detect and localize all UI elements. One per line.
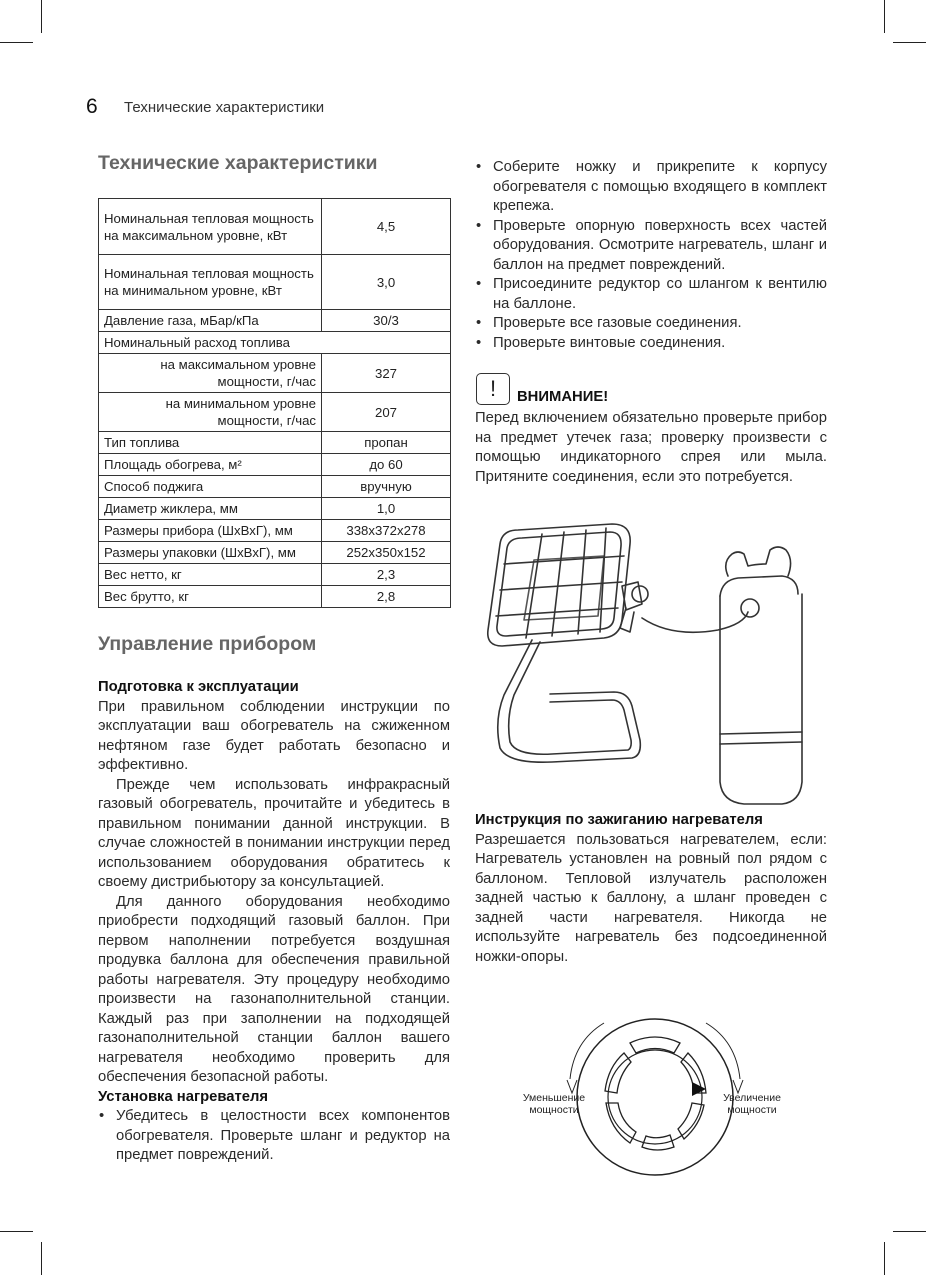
play-arrow-icon bbox=[692, 1082, 706, 1096]
table-row bbox=[99, 393, 451, 432]
spec-label: на минимальном уровне мощности, г/час bbox=[99, 393, 322, 432]
heater-illustration bbox=[482, 520, 822, 810]
right-column-bullets bbox=[475, 158, 827, 353]
spec-label: Размеры прибора (ШхВхГ), мм bbox=[99, 520, 322, 542]
spec-value: 3,0 bbox=[322, 255, 451, 310]
spec-label: Размеры упаковки (ШхВхГ), мм bbox=[99, 542, 322, 564]
prep-paragraph-3: Для данного оборудования необходимо приобрести подходящий газовый баллон. При первом наполнении потребуется воздушная продувка баллона для обеспечения правильной работы нагревателя. Эту процедуру необходимо произвести на газонаполнительной станции. Каждый раз при заполнении на подходящей газонаполнительной станции баллон вашего нагревателя необходимо проверить для обеспечения безопасной работы. bbox=[98, 893, 450, 1085]
list-item: • Проверьте опорную поверхность всех частей оборудования. Осмотрите нагреватель, шланг и баллон на предмет повреждений. bbox=[475, 217, 827, 276]
install-list bbox=[98, 1107, 450, 1166]
table-row bbox=[99, 354, 451, 393]
list-item: • Проверьте все газовые соединения. bbox=[475, 314, 827, 334]
spec-value: 1,0 bbox=[322, 498, 451, 520]
install-steps-list bbox=[475, 158, 827, 353]
list-item: • Проверьте винтовые соединения. bbox=[475, 334, 827, 354]
specs-title: Технические характеристики bbox=[98, 152, 378, 174]
spec-value: вручную bbox=[322, 476, 451, 498]
spec-value: до 60 bbox=[322, 454, 451, 476]
prep-paragraph-1: При правильном соблюдении инструкции по эксплуатации ваш обогреватель на сжиженном нефтяном газе будет работать безопасно и эффективно. bbox=[98, 698, 450, 773]
dial-label-decrease: Уменьшение мощности bbox=[522, 1092, 586, 1116]
table-row bbox=[99, 498, 451, 520]
spec-value: 338x372x278 bbox=[322, 520, 451, 542]
spec-value: 30/3 bbox=[322, 310, 451, 332]
spec-label: Номинальная тепловая мощность на максимальном уровне, кВт bbox=[99, 199, 322, 255]
table-row bbox=[99, 332, 451, 354]
spec-group-label: Номинальный расход топлива bbox=[99, 332, 451, 354]
spec-label: Способ поджига bbox=[99, 476, 322, 498]
crop-mark bbox=[893, 1231, 926, 1232]
list-item: • Убедитесь в целостности всех компонентов обогревателя. Проверьте шланг и редуктор на предмет повреждений. bbox=[98, 1107, 450, 1166]
crop-mark bbox=[0, 42, 33, 43]
table-row bbox=[99, 432, 451, 454]
prep-title: Подготовка к эксплуатации bbox=[98, 679, 299, 695]
warning-text-block bbox=[475, 409, 827, 487]
warning-title: ВНИМАНИЕ! bbox=[517, 389, 609, 405]
list-item: • Соберите ножку и прикрепите к корпусу обогревателя с помощью входящего в комплект крепежа. bbox=[475, 158, 827, 217]
dial-label-increase: Увеличение мощности bbox=[723, 1092, 781, 1116]
spec-value: 252x350x152 bbox=[322, 542, 451, 564]
spec-value: 4,5 bbox=[322, 199, 451, 255]
left-column-text bbox=[98, 678, 450, 1166]
spec-table bbox=[98, 198, 451, 608]
warning-icon: ! bbox=[476, 373, 510, 405]
list-item: • Присоедините редуктор со шлангом к вентилю на баллоне. bbox=[475, 275, 827, 314]
install-title: Установка нагревателя bbox=[98, 1088, 269, 1105]
operation-title: Управление прибором bbox=[98, 633, 317, 655]
spec-label: Вес нетто, кг bbox=[99, 564, 322, 586]
crop-mark bbox=[0, 1231, 33, 1232]
ignition-block bbox=[475, 811, 827, 967]
spec-value: 207 bbox=[322, 393, 451, 432]
table-row bbox=[99, 586, 451, 608]
spec-value: 2,3 bbox=[322, 564, 451, 586]
table-row bbox=[99, 199, 451, 255]
table-row bbox=[99, 564, 451, 586]
running-header-title: Технические характеристики bbox=[124, 99, 325, 116]
ignition-title: Инструкция по зажиганию нагревателя bbox=[475, 812, 763, 828]
spec-label: Диаметр жиклера, мм bbox=[99, 498, 322, 520]
spec-value: 2,8 bbox=[322, 586, 451, 608]
ignition-text: Разрешается пользоваться нагревателем, если: Нагреватель установлен на ровный пол рядом с баллоном. Тепловой излучатель расположен задней частью к баллону, а шланг проведен с задней части нагревателя. Никогда не используйте нагреватель без подсоединенной ножки-опоры. bbox=[475, 831, 827, 965]
table-row bbox=[99, 476, 451, 498]
page-number: 6 bbox=[86, 95, 98, 118]
crop-mark bbox=[893, 42, 926, 43]
spec-label: Вес брутто, кг bbox=[99, 586, 322, 608]
spec-value: пропан bbox=[322, 432, 451, 454]
spec-label: Площадь обогрева, м² bbox=[99, 454, 322, 476]
spec-label: на максимальном уровне мощности, г/час bbox=[99, 354, 322, 393]
table-row bbox=[99, 255, 451, 310]
crop-mark bbox=[41, 0, 42, 33]
spec-label: Тип топлива bbox=[99, 432, 322, 454]
prep-paragraph-2: Прежде чем использовать инфракрасный газовый обогреватель, прочитайте и убедитесь в правильном понимании данной инструкции. В случае сложностей в понимании инструкции перед использованием оборудования обратитесь к своему дистрибьютору за консультацией. bbox=[98, 776, 450, 890]
table-row bbox=[99, 542, 451, 564]
spec-value: 327 bbox=[322, 354, 451, 393]
table-row bbox=[99, 310, 451, 332]
spec-label: Давление газа, мБар/кПа bbox=[99, 310, 322, 332]
table-row bbox=[99, 454, 451, 476]
spec-label: Номинальная тепловая мощность на минимальном уровне, кВт bbox=[99, 255, 322, 310]
warning-text: Перед включением обязательно проверьте прибор на предмет утечек газа; проверку произвести с помощью индикаторного спрея или мыла. Притяните соединения, если это потребуется. bbox=[475, 410, 827, 485]
table-row bbox=[99, 520, 451, 542]
crop-mark bbox=[884, 0, 885, 33]
crop-mark bbox=[41, 1242, 42, 1275]
crop-mark bbox=[884, 1242, 885, 1275]
